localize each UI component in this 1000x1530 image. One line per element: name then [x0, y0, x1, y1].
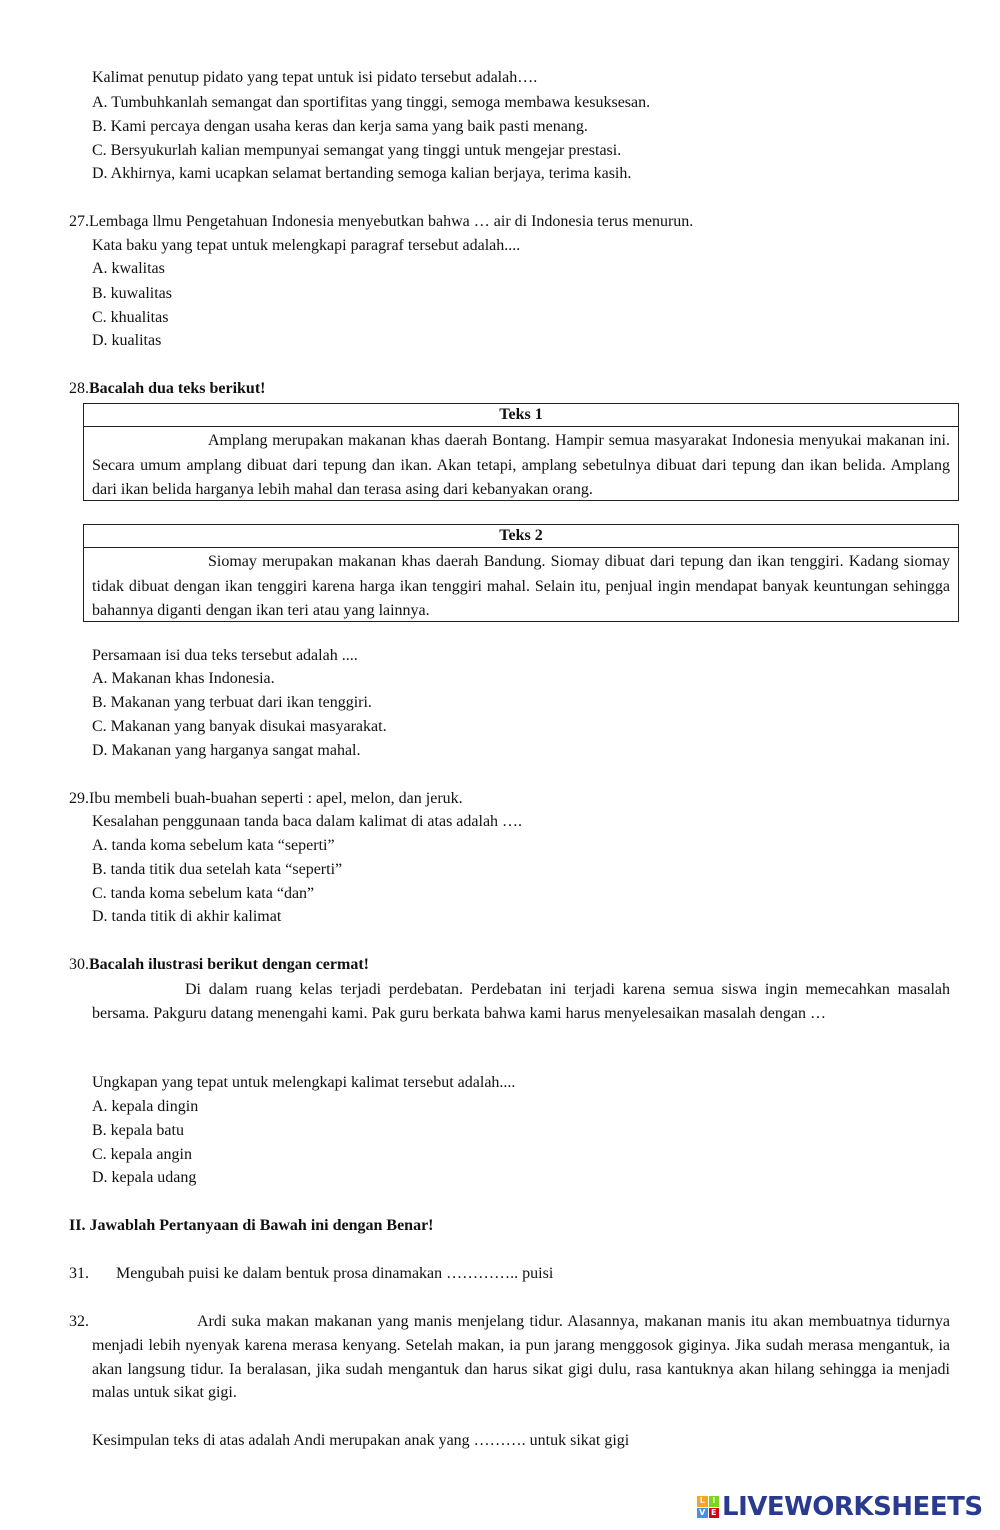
q29-line2: Kesalahan penggunaan tanda baca dalam kalimat di atas adalah ….	[92, 813, 523, 830]
q29-option-b: B. tanda titik dua setelah kata “seperti”	[92, 861, 343, 878]
q30-option-c: C. kepala angin	[92, 1146, 192, 1163]
logo-letter: I	[709, 1496, 720, 1507]
q28-instruction: Bacalah dua teks berikut!	[89, 380, 266, 397]
section-heading: II. Jawablah Pertanyaan di Bawah ini dengan Benar!	[69, 1217, 434, 1234]
q27-option-c: C. khualitas	[92, 309, 169, 326]
q28-prompt: Persamaan isi dua teks tersebut adalah ....	[92, 647, 358, 664]
logo-letter: L	[697, 1496, 708, 1507]
q30-prompt: Ungkapan yang tepat untuk melengkapi kalimat tersebut adalah....	[92, 1074, 516, 1091]
text1-body: Amplang merupakan makanan khas daerah Bontang. Hampir semua masyarakat Indonesia menyukai makanan ini. Secara umum amplang dibuat dari tepung dan ikan. Akan tetapi, amplang sebetulnya dibuat dari tepung dan ikan belida. Amplang dari ikan belida harganya lebih mahal dan terasa asing dari kebanyakan orang.	[92, 432, 950, 498]
q32-number: 32.	[69, 1313, 89, 1330]
q27-option-b: B. kuwalitas	[92, 285, 172, 302]
q28-option-c: C. Makanan yang banyak disukai masyarakat.	[92, 718, 387, 735]
liveworksheets-wordmark: LIVEWORKSHEETS	[722, 1492, 983, 1522]
q31-text: Mengubah puisi ke dalam bentuk prosa dinamakan ………….. puisi	[116, 1265, 554, 1282]
q26-stem: Kalimat penutup pidato yang tepat untuk isi pidato tersebut adalah….	[92, 69, 538, 86]
q29-option-a: A. tanda koma sebelum kata “seperti”	[92, 837, 335, 854]
q26-option-c: C. Bersyukurlah kalian mempunyai semangat yang tinggi untuk mengejar prestasi.	[92, 142, 622, 159]
text2-box	[83, 524, 959, 622]
liveworksheets-mark-icon	[697, 1496, 719, 1518]
logo-letter: V	[697, 1508, 708, 1519]
q27-line2: Kata baku yang tepat untuk melengkapi paragraf tersebut adalah....	[92, 237, 521, 254]
logo-letter: E	[709, 1508, 720, 1519]
q28-question	[69, 379, 265, 399]
q29-question	[69, 789, 463, 809]
q29-option-d: D. tanda titik di akhir kalimat	[92, 908, 282, 925]
q27-question	[69, 212, 693, 232]
q28-number: 28.	[69, 380, 89, 397]
q26-option-d: D. Akhirnya, kami ucapkan selamat bertanding semoga kalian berjaya, terima kasih.	[92, 165, 632, 182]
q30-question	[69, 955, 369, 975]
q30-option-a: A. kepala dingin	[92, 1098, 199, 1115]
q27-number: 27.	[69, 213, 89, 230]
q27-line1: Lembaga llmu Pengetahuan Indonesia menyebutkan bahwa … air di Indonesia terus menurun.	[89, 213, 694, 230]
text1-box	[83, 403, 959, 501]
q29-number: 29.	[69, 790, 89, 807]
liveworksheets-logo	[697, 1492, 983, 1522]
q29-line1: Ibu membeli buah-buahan seperti : apel, melon, dan jeruk.	[89, 790, 463, 807]
q30-option-b: B. kepala batu	[92, 1122, 184, 1139]
q28-option-d: D. Makanan yang harganya sangat mahal.	[92, 742, 361, 759]
q32-body: Ardi suka makan makanan yang manis menjelang tidur. Alasannya, makanan manis itu akan membuatnya tidurnya menjadi lebih nyenyak karena merasa kenyang. Setelah makan, ia pun jarang menggosok giginya. Jika sudah merasa mengantuk, ia akan langsung tidur. Ia beralasan, jika sudah mengantuk dan harus sikat gigi dulu, rasa kantuknya akan hilang sehingga ia menjadi malas untuk sikat gigi.	[92, 1313, 950, 1402]
q31-number: 31.	[69, 1265, 89, 1282]
q27-option-a: A. kwalitas	[92, 260, 165, 277]
text2-body: Siomay merupakan makanan khas daerah Bandung. Siomay dibuat dari tepung dan ikan tenggiri. Kadang siomay tidak dibuat dengan ikan tenggiri karena harga ikan tenggiri mahal. Selain itu, penjual ingin mendapat banyak keuntungan sehingga bahannya diganti dengan ikan teri atau yang lainnya.	[92, 553, 950, 619]
q29-option-c: C. tanda koma sebelum kata “dan”	[92, 885, 315, 902]
q30-option-d: D. kepala udang	[92, 1169, 197, 1186]
q30-number: 30.	[69, 956, 89, 973]
q27-option-d: D. kualitas	[92, 332, 162, 349]
q28-option-b: B. Makanan yang terbuat dari ikan tenggiri.	[92, 694, 372, 711]
q32-prompt: Kesimpulan teks di atas adalah Andi merupakan anak yang ………. untuk sikat gigi	[92, 1432, 630, 1449]
q26-option-b: B. Kami percaya dengan usaha keras dan kerja sama yang baik pasti menang.	[92, 118, 588, 135]
text2-title: Teks 2	[84, 525, 958, 548]
q30-body: Di dalam ruang kelas terjadi perdebatan. Perdebatan ini terjadi karena semua siswa ingin memecahkan masalah bersama. Pakguru datang menengahi kami. Pak guru berkata bahwa kami harus menyelesaikan masalah dengan …	[92, 981, 950, 1022]
q30-instruction: Bacalah ilustrasi berikut dengan cermat!	[89, 956, 369, 973]
q26-option-a: A. Tumbuhkanlah semangat dan sportifitas yang tinggi, semoga membawa kesuksesan.	[92, 94, 651, 111]
text1-title: Teks 1	[84, 404, 958, 427]
q28-option-a: A. Makanan khas Indonesia.	[92, 670, 275, 687]
